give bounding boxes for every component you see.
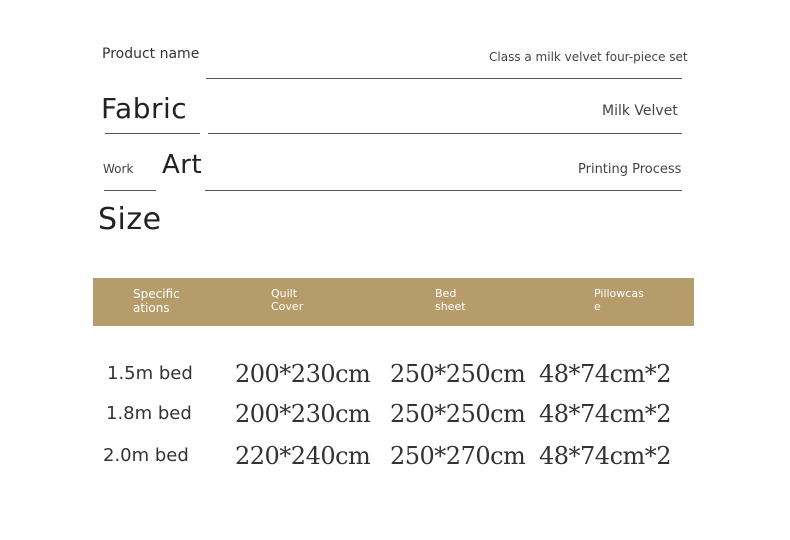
row-pillowcase: 48*74cm*2 xyxy=(539,442,672,470)
work-art-rule xyxy=(205,190,682,191)
work-label-rule xyxy=(104,190,156,191)
header-bed-sheet-line1: Bed xyxy=(435,287,457,300)
fabric-rule xyxy=(208,133,682,134)
product-name-label: Product name xyxy=(102,46,200,62)
row-bed-sheet: 250*250cm xyxy=(390,360,526,388)
row-quilt-cover: 200*230cm xyxy=(235,360,371,388)
header-pillowcase-line1: Pillowcas xyxy=(594,287,644,300)
header-pillowcase-line2: e xyxy=(594,300,601,313)
header-quilt-cover-line1: Quilt xyxy=(271,287,298,300)
row-bed-sheet: 250*250cm xyxy=(390,400,526,428)
header-specifications xyxy=(133,287,193,315)
row-pillowcase: 48*74cm*2 xyxy=(539,400,672,428)
art-label: Art xyxy=(162,150,203,180)
header-pillowcase xyxy=(594,287,654,313)
product-name-value: Class a milk velvet four-piece set xyxy=(489,50,688,64)
row-quilt-cover: 200*230cm xyxy=(235,400,371,428)
work-art-value: Printing Process xyxy=(578,162,682,177)
row-label: 1.5m bed xyxy=(107,363,193,384)
product-name-rule xyxy=(206,78,682,79)
row-bed-sheet: 250*270cm xyxy=(390,442,526,470)
fabric-label: Fabric xyxy=(101,92,188,125)
row-label: 2.0m bed xyxy=(103,445,189,466)
header-bed-sheet xyxy=(435,287,495,313)
header-bed-sheet-line2: sheet xyxy=(435,300,466,313)
header-specifications-line2: ations xyxy=(133,301,170,315)
row-label: 1.8m bed xyxy=(106,403,192,424)
row-quilt-cover: 220*240cm xyxy=(235,442,371,470)
fabric-value: Milk Velvet xyxy=(602,103,678,119)
header-quilt-cover-line2: Cover xyxy=(271,300,304,313)
fabric-label-rule xyxy=(105,133,200,134)
work-label: Work xyxy=(103,162,134,176)
header-specifications-line1: Specific xyxy=(133,287,180,301)
header-quilt-cover xyxy=(271,287,331,313)
size-table-header xyxy=(93,278,694,326)
size-title: Size xyxy=(98,202,162,237)
row-pillowcase: 48*74cm*2 xyxy=(539,360,672,388)
